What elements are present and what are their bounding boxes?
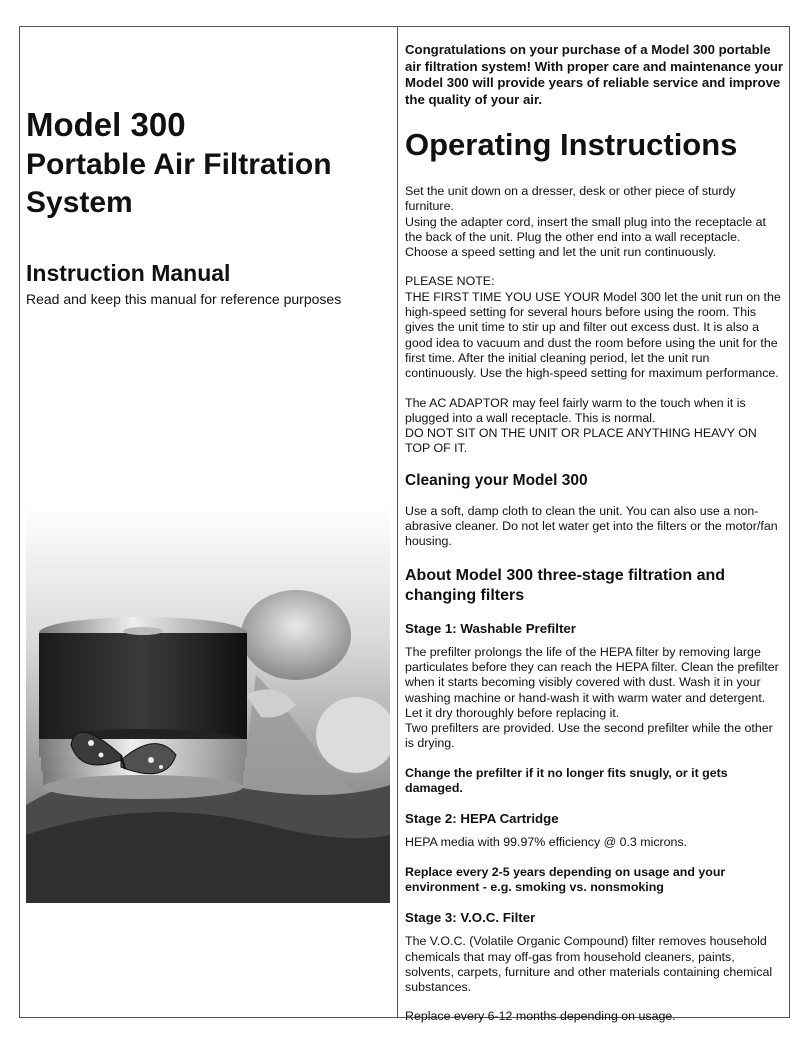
operating-instructions-title: Operating Instructions	[405, 127, 738, 162]
operating-paragraph-3: The AC ADAPTOR may feel fairly warm to the touch when it is plugged into a wall receptacle. This is normal. DO NOT SIT ON THE UNIT OR PLACE ANYTHING HEAVY ON TOP OF IT.	[405, 395, 757, 456]
product-subtitle: Portable Air Filtration System	[26, 148, 332, 219]
manual-heading: Instruction Manual	[26, 260, 231, 286]
cleaning-paragraph: Use a soft, damp cloth to clean the unit. You can also use a non-abrasive cleaner. Do not let water get into the filters or the motor/fan housing.	[405, 503, 778, 549]
stage2-paragraph: HEPA media with 99.97% efficiency @ 0.3 microns.	[405, 835, 688, 850]
stage3-paragraph: The V.O.C. (Volatile Organic Compound) filter removes household chemicals that may off-gas from household cleaners, paints, solvents, carpets, furniture and other materials containing chemical substances.	[405, 934, 773, 995]
stage1-paragraph: The prefilter prolongs the life of the HEPA filter by removing large particulates before they can reach the HEPA filter. Clean the prefilter when it starts becoming visibly covered with dust. Wash it in your washing machine or hand-wash it with warm water and detergent. Let it dry thoroughly before replacing it. Two prefilters are provided. Use the second prefilter while the other is drying.	[405, 644, 779, 751]
stage2-heading: Stage 2: HEPA Cartridge	[405, 811, 559, 827]
intro-paragraph: Congratulations on your purchase of a Model 300 portable air filtration system! With proper care and maintenance your Model 300 will provide years of reliable service and improve the quality of your air.	[405, 42, 784, 107]
cleaning-heading: Cleaning your Model 300	[405, 471, 588, 489]
manual-subtext: Read and keep this manual for reference purposes	[26, 291, 342, 307]
stage1-note: Change the prefilter if it no longer fits snugly, or it gets damaged.	[405, 765, 728, 796]
stage3-note: Replace every 6-12 months depending on usage.	[405, 1009, 676, 1024]
product-title: Model 300	[26, 106, 186, 143]
operating-paragraph-1: Set the unit down on a dresser, desk or other piece of sturdy furniture. Using the adapter cord, insert the small plug into the receptacle at the back of the unit. Plug the other end into a wall receptacle. Choose a speed setting and let the unit run continuously.	[405, 184, 766, 260]
operating-paragraph-2: PLEASE NOTE: THE FIRST TIME YOU USE YOUR Model 300 let the unit run on the high-speed setting for several hours before using the room. This gives the unit time to stir up and filter out excess dust. It is also a good idea to vacuum and dust the room before using the unit for the first time. After the initial cleaning period, let the unit run continuously. Use the high-speed setting for maximum performance.	[405, 274, 781, 381]
about-filtration-heading: About Model 300 three-stage filtration and changing filters	[405, 566, 726, 604]
stage2-note: Replace every 2-5 years depending on usage and your environment - e.g. smoking vs. nonsmoking	[405, 864, 726, 894]
stage3-heading: Stage 3: V.O.C. Filter	[405, 910, 536, 926]
column-divider	[397, 26, 398, 1018]
right-column	[405, 42, 783, 1025]
stage1-heading: Stage 1: Washable Prefilter	[405, 620, 576, 636]
product-photo	[26, 505, 390, 903]
